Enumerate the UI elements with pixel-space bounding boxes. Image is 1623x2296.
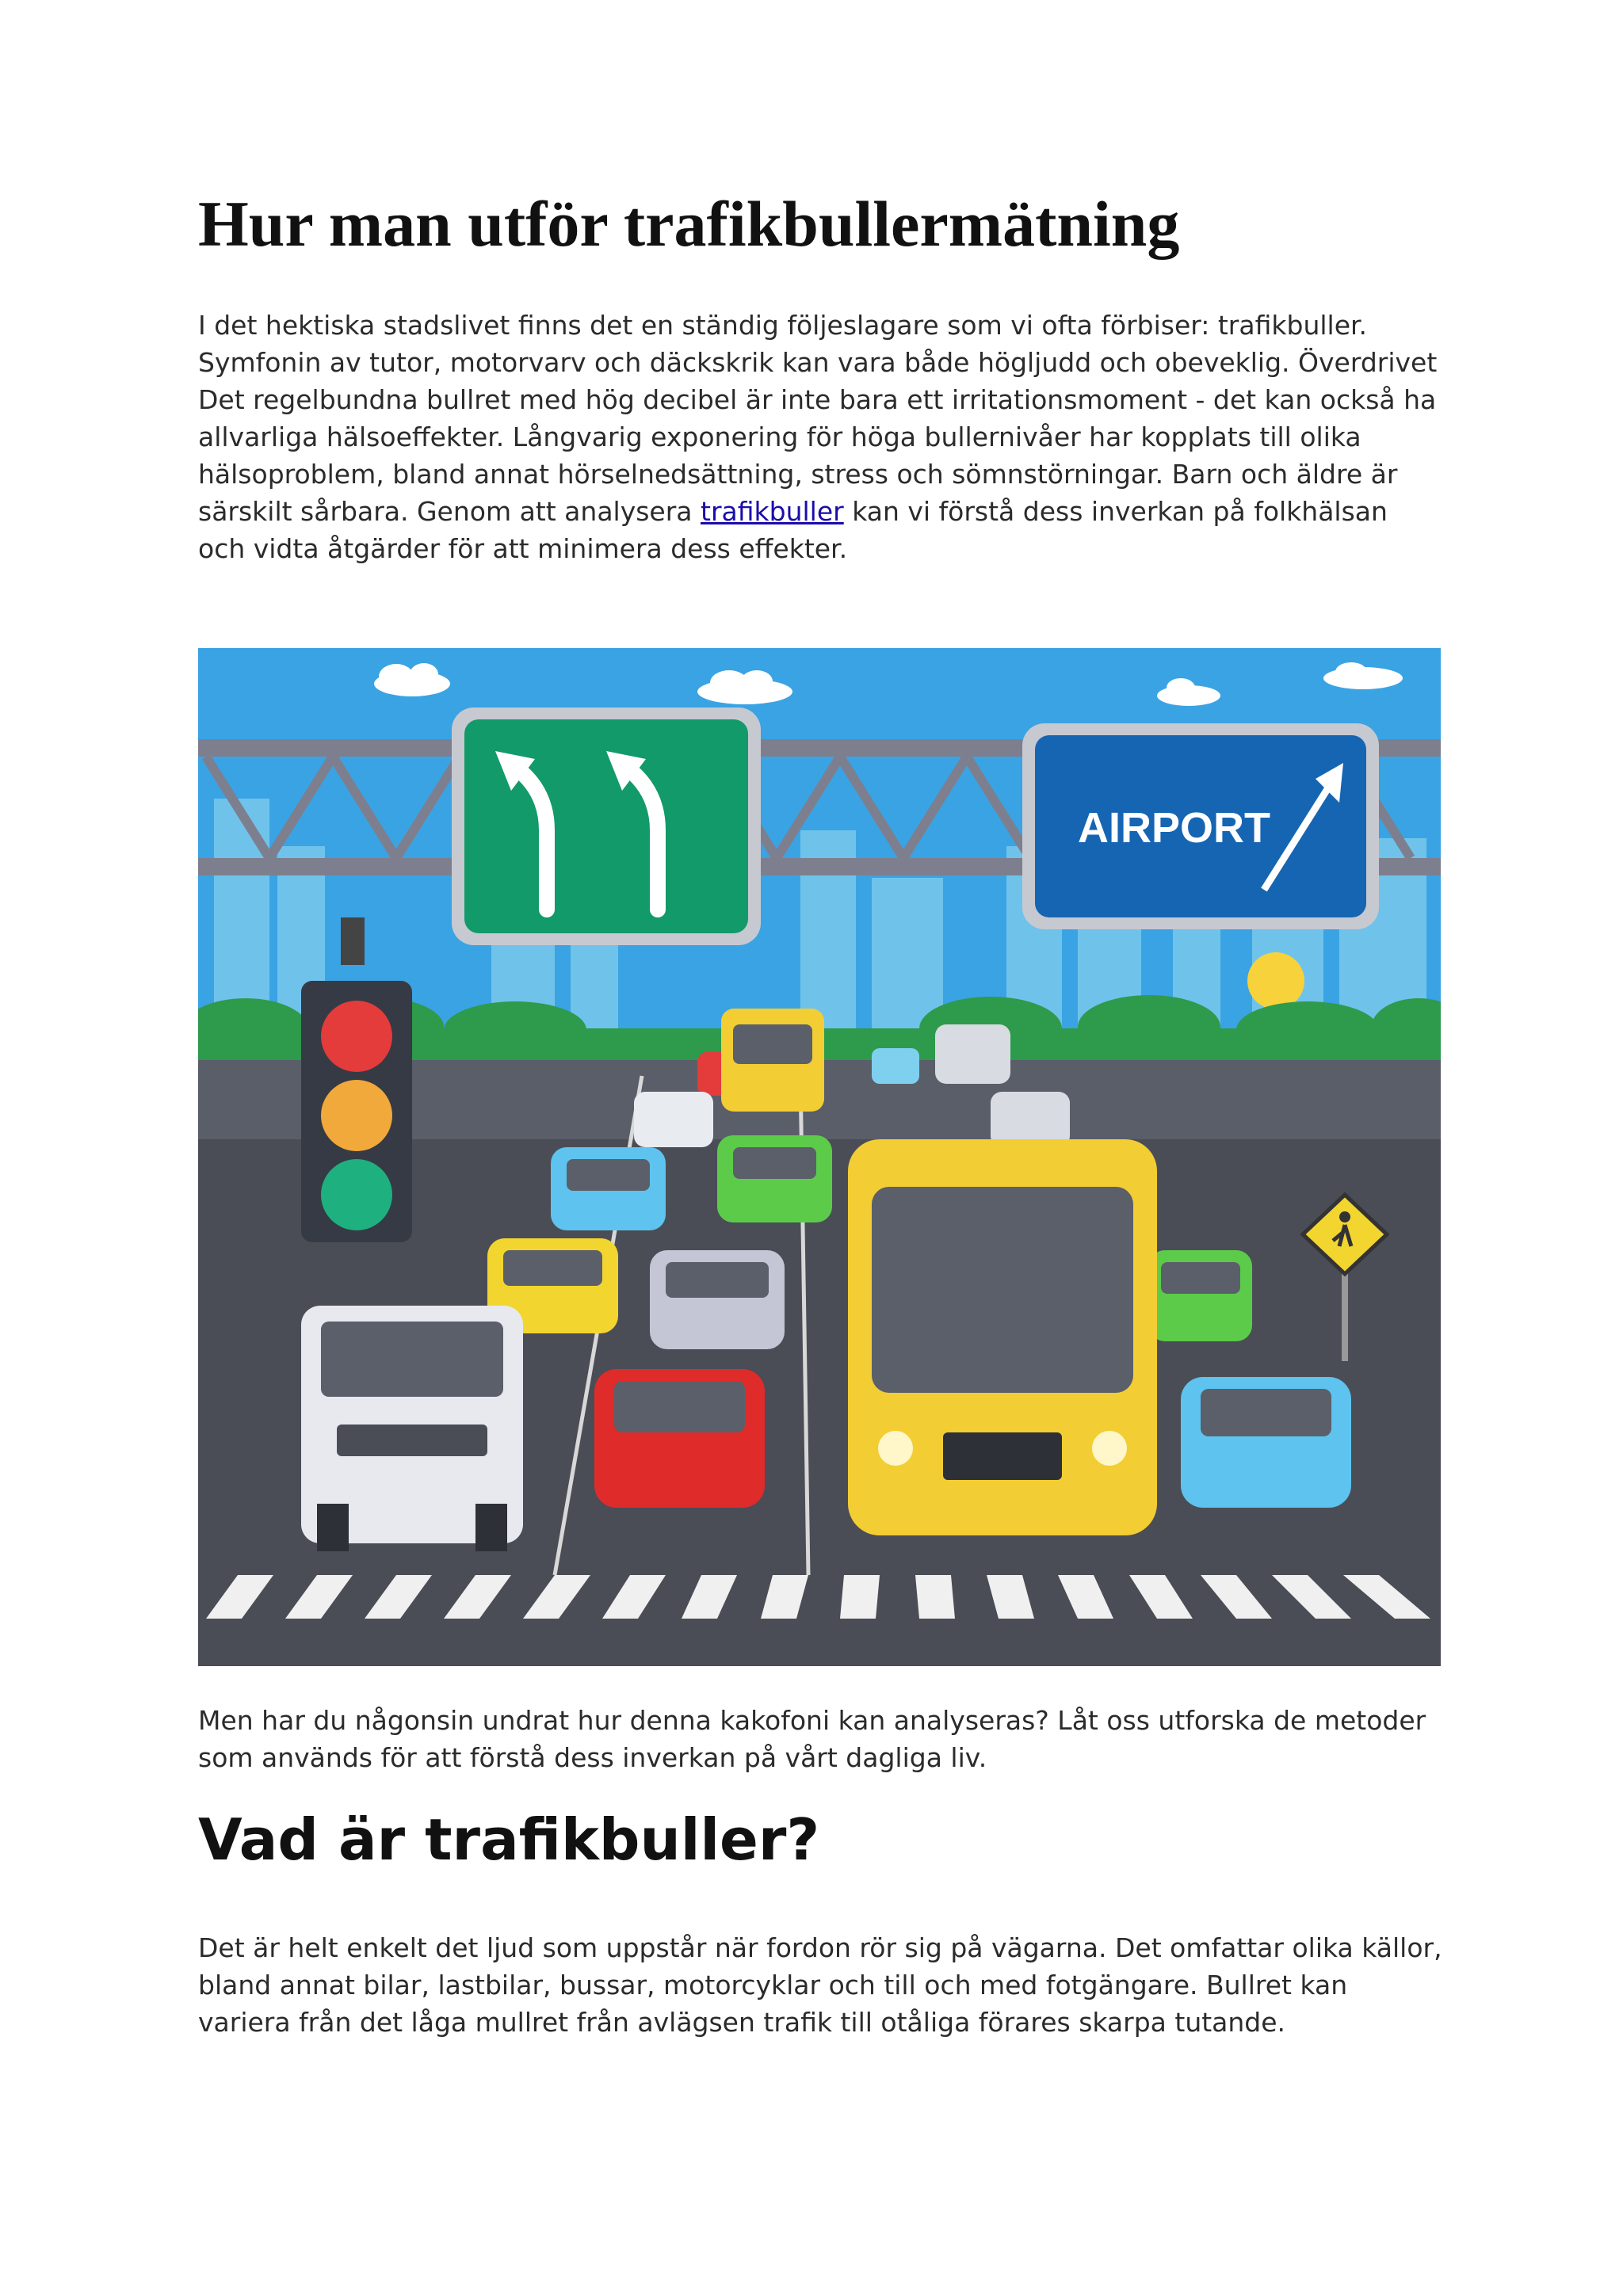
lane-sign	[452, 707, 761, 945]
after-image-paragraph: Men har du någonsin undrat hur denna kakofoni kan analyseras? Låt oss utforska de metoder som används för att förstå dess inverkan på vårt dagliga liv.	[198, 1705, 1426, 1773]
intro-text-end: kan vi förstå dess inverkan på folkhälsan och vidta åtgärder för att minimera dess effekter.	[198, 496, 1388, 564]
airport-sign	[1022, 723, 1379, 929]
trafikbuller-link[interactable]: trafikbuller	[701, 496, 844, 527]
page-title: Hur man utför trafikbullermätning	[198, 188, 1180, 260]
section-paragraph: Det är helt enkelt det ljud som uppstår när fordon rör sig på vägarna. Det omfattar olika källor, bland annat bilar, lastbilar, bussar, motorcyklar och till och med fotgängare. Bullret kan variera från det låga mullret från avlägsen trafik till otåliga förares skarpa tutande.	[198, 1932, 1442, 2038]
intro-text-start: I det hektiska stadslivet finns det en ständig följeslagare som vi ofta förbiser: trafikbuller. Symfonin av tutor, motorvarv och däckskrik kan vara både högljudd och obeveklig. Överdrivet Det regelbundna bullret med hög decibel är inte bara ett irritationsmoment - det kan också ha allvarliga hälsoeffekter. Långvarig exponering för höga bullernivåer har kopplats till olika hälsoproblem, bland annat hörselnedsättning, stress och sömnstörningar. Barn och äldre är särskilt sårbara. Genom att analysera	[198, 310, 1438, 527]
airport-sign-label: AIRPORT	[1078, 804, 1270, 852]
section-heading: Vad är trafikbuller?	[198, 1806, 820, 1873]
intro-paragraph	[198, 307, 1442, 567]
traffic-illustration	[198, 648, 1441, 1666]
